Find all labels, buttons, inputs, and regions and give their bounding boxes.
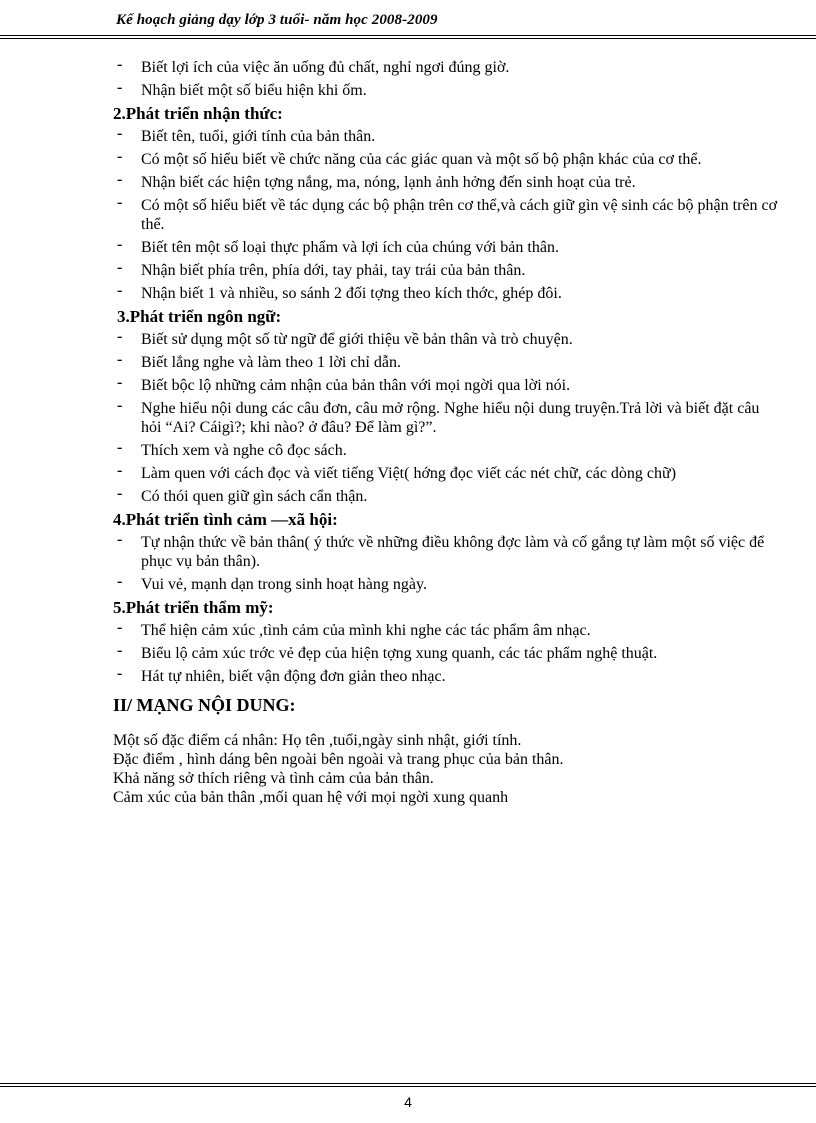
- section-heading-cognitive: 2.Phát triển nhận thức:: [113, 104, 283, 123]
- list-item: - Có một số hiểu biết về tác dụng các bộ phận trên cơ thể,và cách giữ gìn vệ sinh các bộ phận trên cơ thể.: [117, 194, 778, 233]
- header-rule-top: [0, 35, 816, 36]
- list-item: - Nhận biết một số biểu hiện khi ốm.: [117, 79, 367, 99]
- list-item: - Nhận biết phía trên, phía dới, tay phải, tay trái của bản thân.: [117, 259, 526, 279]
- list-item: - Hát tự nhiên, biết vận động đơn giản theo nhạc.: [117, 665, 446, 685]
- list-item: - Biết sử dụng một số từ ngữ để giới thiệu về bản thân và trò chuyện.: [117, 328, 573, 348]
- list-item: - Biết lợi ích của việc ăn uống đủ chất, nghỉ ngơi đúng giờ.: [117, 56, 510, 76]
- list-item: - Nghe hiểu nội dung các câu đơn, câu mở rộng. Nghe hiểu nội dung truyện.Trả lời và biết đặt câu hỏi “Ai? Cáigì?; khi nào? ở đâu? Để làm gì?”.: [117, 397, 760, 436]
- list-item: - Nhận biết 1 và nhiều, so sánh 2 đối tợng theo kích thớc, ghép đôi.: [117, 282, 562, 302]
- header-rule-bottom: [0, 38, 816, 39]
- content-network-line: Khả năng sở thích riêng và tình cảm của bản thân.: [113, 770, 434, 787]
- list-item: - Có thói quen giữ gìn sách cẩn thận.: [117, 485, 368, 505]
- content-network-heading: II/ MẠNG NỘI DUNG:: [113, 695, 296, 715]
- footer-rule-top: [0, 1083, 816, 1084]
- content-network-line: Cảm xúc của bản thân ,mối quan hệ với mọi ngời xung quanh: [113, 789, 509, 806]
- list-item: - Biết tên, tuổi, giới tính của bản thân.: [117, 125, 376, 145]
- content-network-line: Một số đặc điểm cá nhân: Họ tên ,tuổi,ngày sinh nhật, giới tính.: [113, 732, 522, 749]
- list-item: - Biết bộc lộ những cảm nhận của bản thân với mọi ngời qua lời nói.: [117, 374, 571, 394]
- list-item: - Nhận biết các hiện tợng nắng, ma, nóng, lạnh ảnh hởng đến sinh hoạt của trẻ.: [117, 171, 636, 191]
- list-item: - Thích xem và nghe cô đọc sách.: [117, 439, 347, 459]
- list-item: - Thể hiện cảm xúc ,tình cảm của mình khi nghe các tác phẩm âm nhạc.: [117, 619, 591, 639]
- section-heading-aesthetic: 5.Phát triển thẩm mỹ:: [113, 598, 274, 617]
- list-item: - Làm quen với cách đọc và viết tiếng Việt( hớng đọc viết các nét chữ, các dòng chữ): [117, 462, 677, 482]
- list-item: - Vui vẻ, mạnh dạn trong sinh hoạt hàng ngày.: [117, 573, 427, 593]
- page-content: [113, 58, 783, 807]
- list-item: - Có một số hiểu biết về chức năng của các giác quan và một số bộ phận khác của cơ thể.: [117, 148, 702, 168]
- header-title: Kế hoạch giảng dạy lớp 3 tuổi- năm học 2008-2009: [116, 12, 438, 28]
- list-item: - Biểu lộ cảm xúc trớc vẻ đẹp của hiện tợng xung quanh, các tác phẩm nghệ thuật.: [117, 642, 658, 662]
- footer-rule-bottom: [0, 1086, 816, 1087]
- section-heading-language: 3.Phát triển ngôn ngữ:: [117, 307, 282, 326]
- page-number: 4: [404, 1094, 412, 1110]
- list-item: - Biết tên một số loại thực phẩm và lợi ích của chúng với bản thân.: [117, 236, 559, 256]
- section-heading-social: 4.Phát triển tình cảm —xã hội:: [113, 510, 338, 529]
- content-network-line: Đặc điểm , hình dáng bên ngoài bên ngoài và trang phục của bản thân.: [113, 751, 564, 768]
- list-item: - Biết lắng nghe và làm theo 1 lời chỉ dẫn.: [117, 351, 401, 371]
- list-item: - Tự nhận thức về bản thân( ý thức về những điều không đợc làm và cố gắng tự làm một số việc để phục vụ bản thân).: [117, 531, 765, 570]
